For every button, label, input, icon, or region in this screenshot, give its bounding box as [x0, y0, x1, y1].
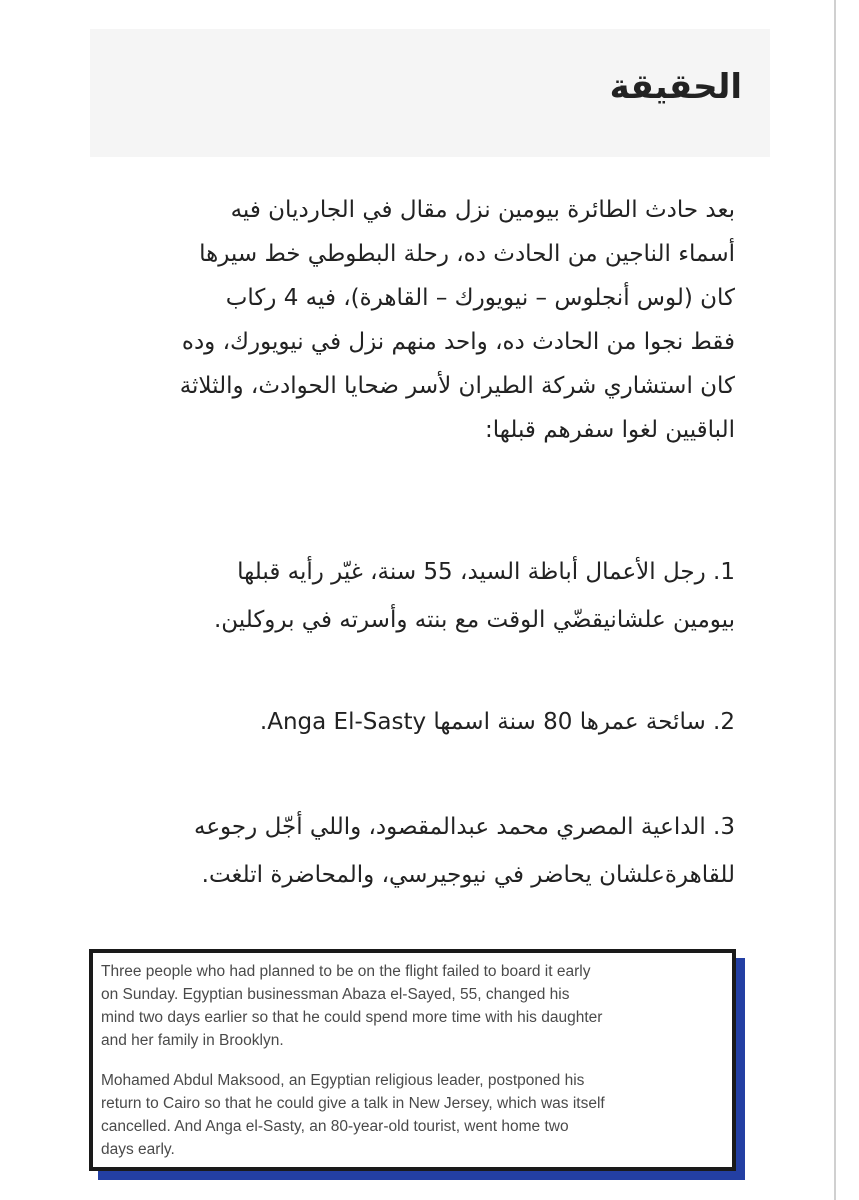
quote-paragraph-2 — [101, 1069, 605, 1161]
list-item-end: . — [259, 709, 268, 735]
list-item-3 — [194, 803, 735, 899]
intro-line: كان استشاري شركة الطيران لأسر ضحايا الحوادث، والثلاثة — [179, 373, 735, 399]
quote-line: Mohamed Abdul Maksood, an Egyptian religious leader, postponed his — [101, 1072, 585, 1089]
quote-line: mind two days earlier so that he could spend more time with his daughter — [101, 1009, 603, 1026]
list-item-2 — [260, 698, 735, 746]
list-item-line: للقاهرةعلشان يحاضر في نيوجيرسي، والمحاضرة اتلغت. — [201, 862, 735, 888]
intro-line: أسماء الناجين من الحادث ده، رحلة البطوطي خط سيرها — [199, 241, 735, 267]
intro-line: بعد حادث الطائرة بيومين نزل مقال في الجارديان فيه — [230, 197, 735, 223]
page-edge-line — [834, 0, 836, 1200]
list-item-line — [260, 698, 735, 746]
quote-line: cancelled. And Anga el-Sasty, an 80-year-old tourist, went home two — [101, 1118, 569, 1135]
list-item-number: 3. — [713, 814, 735, 840]
list-item-text: رجل الأعمال أباظة السيد، 55 سنة، غيّر رأيه قبلها — [237, 559, 706, 585]
list-item-text: سائحة عمرها 80 سنة اسمها — [433, 709, 706, 735]
quote-line: on Sunday. Egyptian businessman Abaza el-Sayed, 55, changed his — [101, 986, 570, 1003]
quote-line: Three people who had planned to be on the flight failed to board it early — [101, 963, 591, 980]
quote-line: days early. — [101, 1141, 175, 1158]
intro-line: فقط نجوا من الحادث ده، واحد منهم نزل في نيويورك، وده — [181, 329, 735, 355]
page-title: الحقيقة — [609, 67, 742, 107]
quote-line: return to Cairo so that he could give a talk in New Jersey, which was itself — [101, 1095, 605, 1112]
intro-line: كان (لوس أنجلوس – نيويورك – القاهرة)، فيه 4 ركاب — [225, 285, 735, 311]
list-item-line: بيومين علشانيقضّي الوقت مع بنته وأسرته في بروكلين. — [213, 607, 735, 633]
intro-line: الباقيين لغوا سفرهم قبلها: — [485, 417, 735, 443]
list-item-name: Anga El-Sasty — [267, 709, 427, 735]
list-item-line — [214, 548, 735, 596]
list-item-number: 2. — [713, 709, 735, 735]
quote-paragraph-1 — [101, 960, 602, 1052]
quote-line: and her family in Brooklyn. — [101, 1032, 284, 1049]
list-item-1 — [214, 548, 735, 644]
intro-paragraph — [180, 188, 735, 452]
list-item-text: الداعية المصري محمد عبدالمقصود، واللي أجّل رجوعه — [194, 814, 706, 840]
quote-box — [89, 949, 736, 1171]
heading-box — [90, 29, 770, 157]
list-item-line — [194, 803, 735, 851]
list-item-number: 1. — [713, 559, 735, 585]
